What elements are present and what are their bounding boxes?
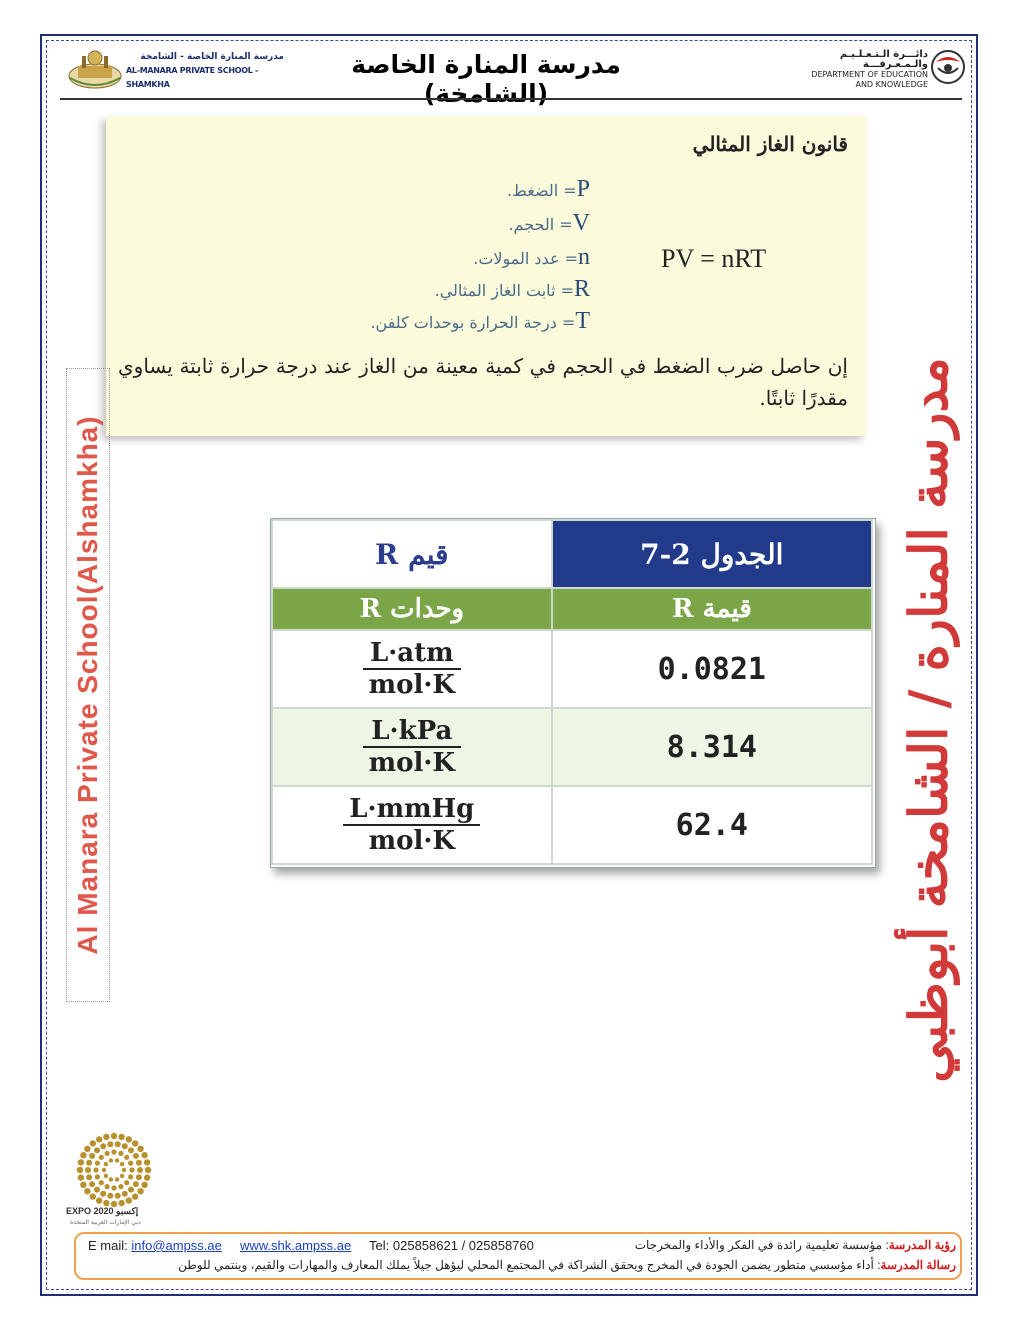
- expo-dot: [144, 1159, 150, 1165]
- units-numerator: L·atm: [363, 638, 461, 670]
- value-cell: [552, 786, 872, 864]
- gas-law-formula: PV = nRT: [661, 244, 767, 273]
- email-link[interactable]: info@ampss.ae: [131, 1238, 222, 1253]
- expo-dot: [99, 1180, 104, 1185]
- expo-dot: [120, 1174, 124, 1178]
- table-title: قيم R: [272, 520, 552, 588]
- expo-dot: [78, 1159, 84, 1165]
- variable-symbol: P: [576, 176, 590, 202]
- expo-dot: [124, 1180, 129, 1185]
- expo-dot: [90, 1140, 96, 1146]
- expo-dot: [107, 1141, 113, 1147]
- footer-box: [74, 1232, 962, 1280]
- expo-dot: [118, 1134, 124, 1140]
- expo-name-ar: إكسبو: [116, 1206, 139, 1216]
- side-school-name-ar: [886, 338, 972, 1102]
- email-label: E mail:: [88, 1238, 128, 1253]
- expo-dot: [129, 1167, 134, 1172]
- expo-dot: [137, 1188, 143, 1194]
- variable-symbol: n: [578, 244, 590, 270]
- expo-dot: [111, 1185, 116, 1190]
- expo-dot: [124, 1155, 129, 1160]
- expo-dot: [136, 1160, 142, 1166]
- r-value: 8.314: [666, 729, 757, 765]
- expo-dot: [122, 1168, 126, 1172]
- expo-dot: [126, 1197, 132, 1203]
- variable-symbol: T: [575, 308, 590, 334]
- expo-name: [66, 1206, 186, 1217]
- column-header-value: قيمة R: [552, 588, 872, 630]
- variable-desc: = درجة الحرارة بوحدات كلفن.: [370, 313, 576, 332]
- expo-dot: [102, 1168, 106, 1172]
- footer-contact: [88, 1238, 534, 1253]
- expo-dot: [89, 1153, 95, 1159]
- expo-dot: [105, 1184, 110, 1189]
- mission-text: : أداء مؤسسي متطور يضمن الجودة في المخرج ويحقق الشراكة في المجتمع المحلي ليؤهل جيلاً يملك المعارف والمهارات والقيم، وينتمي للوطن: [178, 1258, 881, 1272]
- expo-subtitle: دبي الإمارات العربية المتحدة: [70, 1219, 141, 1226]
- expo-dot: [111, 1149, 116, 1154]
- adek-name-ar: دائـــرة الـتـعـلـيـم والـمـعـرفـــة: [839, 49, 928, 70]
- expo-dot: [104, 1174, 108, 1178]
- expo-dot: [111, 1133, 117, 1139]
- expo-dot: [95, 1161, 100, 1166]
- column-header-units: وحدات R: [272, 588, 552, 630]
- phone-numbers: Tel: 025858621 / 025858760: [369, 1238, 534, 1253]
- expo-dot: [84, 1188, 90, 1194]
- expo-dot: [132, 1193, 138, 1199]
- expo-dot: [94, 1187, 100, 1193]
- units-fraction: [343, 794, 480, 856]
- ideal-gas-law-box: [106, 116, 866, 436]
- expo-dot: [84, 1146, 90, 1152]
- expo-dot: [137, 1146, 143, 1152]
- table-row: [272, 786, 872, 864]
- expo-dot: [86, 1174, 92, 1180]
- variable-desc: = الضغط.: [506, 181, 577, 200]
- expo-name-en: EXPO 2020: [66, 1206, 114, 1216]
- expo-dot: [126, 1136, 132, 1142]
- variable-p: [507, 176, 590, 203]
- adek-name-en-2: AND KNOWLEDGE: [855, 80, 928, 89]
- expo-dot: [120, 1162, 124, 1166]
- expo-dot: [128, 1161, 133, 1166]
- variable-v: [508, 210, 590, 237]
- school-crest-logo: [66, 46, 124, 92]
- expo-dot: [141, 1152, 147, 1158]
- expo-dot: [80, 1182, 86, 1188]
- mission-label: رسالة المدرسة: [880, 1258, 956, 1272]
- school-vision: [635, 1238, 956, 1252]
- header-divider: [60, 98, 962, 100]
- expo-dot: [95, 1174, 100, 1179]
- expo-dot: [144, 1174, 150, 1180]
- vision-text: : مؤسسة تعليمية رائدة في الفكر والأداء والمخرجات: [634, 1238, 889, 1252]
- side-school-name-ar-text: مدرسة المنارة / الشامخة أبوظبي: [898, 357, 960, 1083]
- units-fraction: [363, 638, 461, 700]
- expo-dot: [118, 1151, 123, 1156]
- units-denominator: mol·K: [368, 670, 455, 700]
- units-fraction: [363, 716, 461, 778]
- expo-dot: [96, 1197, 102, 1203]
- value-cell: [552, 630, 872, 708]
- expo-dot: [109, 1158, 113, 1162]
- expo-dot: [78, 1174, 84, 1180]
- expo-dot: [105, 1151, 110, 1156]
- r-values-table: [270, 518, 876, 868]
- expo-dot: [100, 1143, 106, 1149]
- variable-desc: = الحجم.: [508, 215, 573, 234]
- school-name-en: AL-MANARA PRIVATE SCHOOL - SHAMKHA: [126, 66, 259, 89]
- units-cell: [272, 786, 552, 864]
- expo-dot: [109, 1177, 113, 1181]
- expo-dot: [133, 1181, 139, 1187]
- vision-label: رؤية المدرسة: [888, 1238, 956, 1252]
- expo-dot: [128, 1147, 134, 1153]
- expo-dot: [136, 1174, 142, 1180]
- expo-dot: [99, 1155, 104, 1160]
- units-numerator: L·kPa: [363, 716, 461, 748]
- expo-dot: [118, 1184, 123, 1189]
- variable-r: [435, 276, 590, 303]
- variable-desc: = ثابت الغاز المثالي.: [434, 281, 574, 300]
- adek-name-en-1: DEPARTMENT OF EDUCATION: [811, 70, 928, 79]
- units-cell: [272, 708, 552, 786]
- expo-dot: [90, 1193, 96, 1199]
- expo-dot: [85, 1167, 91, 1173]
- units-numerator: L·mmHg: [343, 794, 480, 826]
- adek-name: [792, 50, 928, 90]
- variable-desc: = عدد المولات.: [473, 249, 578, 268]
- variable-n: [473, 244, 590, 271]
- expo-dot: [115, 1193, 121, 1199]
- expo-dot: [96, 1136, 102, 1142]
- school-mission: [80, 1258, 956, 1276]
- side-school-name-en-text: Al Manara Private School(Alshamkha): [72, 415, 103, 955]
- expo-dot: [141, 1182, 147, 1188]
- expo-dot: [103, 1134, 109, 1140]
- expo-dot: [122, 1191, 128, 1197]
- variable-symbol: R: [573, 276, 590, 302]
- expo-dot: [107, 1193, 113, 1199]
- expo-dot: [89, 1181, 95, 1187]
- expo-dot: [80, 1152, 86, 1158]
- school-name-small: [126, 50, 284, 92]
- website-link[interactable]: www.shk.ampss.ae: [239, 1238, 352, 1253]
- units-denominator: mol·K: [368, 826, 455, 856]
- r-value: 0.0821: [657, 651, 766, 687]
- expo-dot: [115, 1177, 119, 1181]
- school-name-ar-small: مدرسة المنارة الخاصة - الشامخة: [140, 52, 284, 62]
- expo-dot: [137, 1167, 143, 1173]
- footer-row-1: [88, 1238, 956, 1256]
- gas-law-description: إن حاصل ضرب الضغط في الحجم في كمية معينة من الغاز عند درجة حرارة ثابتة يساوي مقدرًا ثابتًا.: [118, 354, 848, 410]
- expo-dot: [122, 1143, 128, 1149]
- expo-dot: [104, 1162, 108, 1166]
- value-cell: [552, 708, 872, 786]
- table-row: [272, 708, 872, 786]
- gas-law-title: قانون الغاز المثالي: [692, 132, 848, 156]
- expo-dot: [133, 1153, 139, 1159]
- expo-dot: [93, 1167, 98, 1172]
- side-school-name-en: [66, 368, 110, 1002]
- units-cell: [272, 630, 552, 708]
- expo-dot: [94, 1147, 100, 1153]
- table-row: [272, 630, 872, 708]
- expo-dot: [77, 1167, 83, 1173]
- variable-t: [370, 308, 590, 335]
- r-value: 62.4: [675, 807, 748, 843]
- expo-dot: [115, 1158, 119, 1162]
- table-label: الجدول 2-7: [552, 520, 872, 588]
- variable-symbol: V: [572, 210, 590, 236]
- expo-dot: [132, 1140, 138, 1146]
- expo-dot: [128, 1174, 133, 1179]
- expo-dot: [86, 1160, 92, 1166]
- adek-emblem-logo: [930, 48, 966, 86]
- expo-dot: [145, 1167, 151, 1173]
- expo-dot: [115, 1141, 121, 1147]
- expo-dot: [128, 1187, 134, 1193]
- page-title: مدرسة المنارة الخاصة (الشامخة): [351, 50, 621, 108]
- expo-dot: [100, 1191, 106, 1197]
- units-denominator: mol·K: [368, 748, 455, 778]
